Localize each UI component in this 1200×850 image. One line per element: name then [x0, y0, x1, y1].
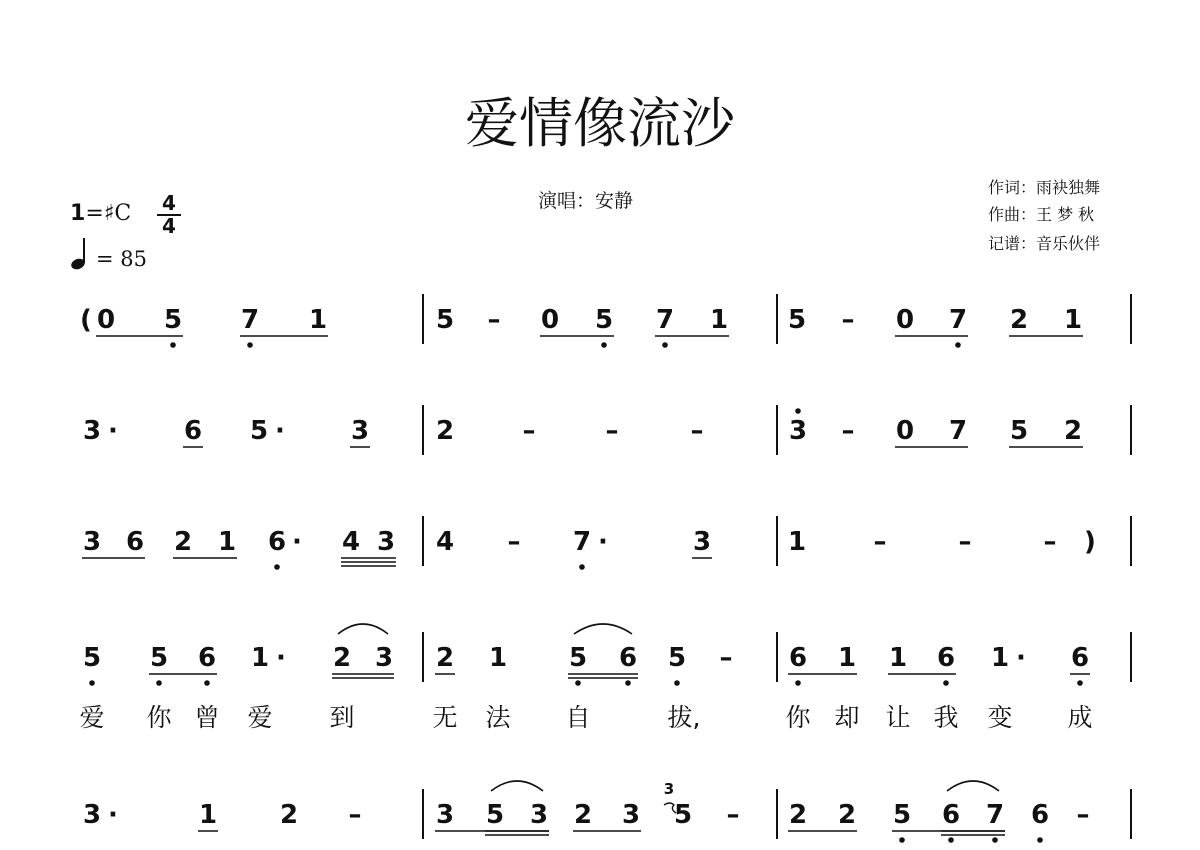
note: 3 — [350, 416, 370, 446]
note: – — [841, 305, 855, 335]
octave-dot-below — [89, 680, 95, 686]
lyric-char: 到 — [329, 703, 355, 732]
note: 2 — [1063, 416, 1083, 446]
note: 3 — [788, 416, 808, 446]
note: – — [487, 305, 501, 335]
note: 6 — [936, 643, 956, 673]
note: 4 — [435, 527, 455, 557]
note: 3 — [82, 416, 102, 446]
note: 5 — [249, 416, 269, 446]
lyric-char: 变 — [987, 703, 1013, 732]
note: – — [1043, 527, 1057, 557]
transcriber-credit: 记谱：音乐伙伴 — [988, 234, 1101, 253]
lyricist-credit: 作词：雨袂独舞 — [988, 178, 1101, 197]
slur — [491, 781, 543, 791]
note: 3 — [435, 800, 455, 830]
note: 1 — [1063, 305, 1083, 335]
octave-dot-below — [1037, 837, 1043, 843]
lyric-char: 让 — [885, 703, 911, 732]
note: 3 — [82, 800, 102, 830]
note: – — [726, 800, 740, 830]
octave-dot-below — [899, 837, 905, 843]
note: 0 — [895, 305, 915, 335]
octave-dot-below — [204, 680, 210, 686]
notation-symbol: · — [108, 416, 118, 446]
note: 2 — [837, 800, 857, 830]
octave-dot-below — [795, 680, 801, 686]
note: 5 — [149, 643, 169, 673]
notation-symbol: ) — [1084, 527, 1096, 557]
lyric-char: 你 — [146, 703, 172, 732]
tempo-value: = 85 — [96, 247, 147, 271]
note: 3 — [376, 527, 396, 557]
note: 5 — [82, 643, 102, 673]
octave-dot-below — [601, 342, 607, 348]
note: 0 — [96, 305, 116, 335]
note: 2 — [435, 416, 455, 446]
note: 5 — [787, 305, 807, 335]
notation-symbol: · — [276, 643, 286, 673]
time-signature-top: 4 — [162, 191, 176, 215]
note: 1 — [888, 643, 908, 673]
lyric-char: 无 — [432, 703, 458, 732]
lyric-char: 却 — [834, 703, 860, 732]
note: 1 — [787, 527, 807, 557]
note: 5 — [485, 800, 505, 830]
octave-dot-below — [948, 837, 954, 843]
note: 6 — [1070, 643, 1090, 673]
key-tonic: 1 — [70, 201, 86, 226]
key-name: =♯C — [85, 201, 132, 226]
note: 6 — [183, 416, 203, 446]
singer-credit: 演唱：安静 — [538, 190, 634, 212]
lyric-char: 曾 — [194, 703, 220, 732]
note: – — [690, 416, 704, 446]
note: 3 — [692, 527, 712, 557]
note: 2 — [1009, 305, 1029, 335]
note: 1 — [990, 643, 1010, 673]
octave-dot-below — [247, 342, 253, 348]
note: 6 — [618, 643, 638, 673]
note: 2 — [573, 800, 593, 830]
note: 1 — [488, 643, 508, 673]
composer-credit: 作曲：王 梦 秋 — [988, 205, 1095, 224]
note: 6 — [1030, 800, 1050, 830]
time-signature-bottom: 4 — [162, 214, 176, 238]
slur — [338, 624, 388, 634]
notation-symbol: · — [275, 416, 285, 446]
lyric-char: 你 — [785, 703, 811, 732]
note: – — [719, 643, 733, 673]
note: 2 — [279, 800, 299, 830]
lyric-char: 拔, — [667, 703, 701, 732]
octave-dot-below — [575, 680, 581, 686]
octave-dot-below — [674, 680, 680, 686]
lyric-char: 成 — [1067, 703, 1093, 732]
notation-symbol: · — [108, 800, 118, 830]
note: 5 — [435, 305, 455, 335]
octave-dot-above — [795, 408, 801, 414]
note: 5 — [568, 643, 588, 673]
grace-note: 3 — [663, 780, 675, 798]
octave-dot-below — [943, 680, 949, 686]
note: 5 — [594, 305, 614, 335]
note: 7 — [655, 305, 675, 335]
octave-dot-below — [170, 342, 176, 348]
note: 5 — [892, 800, 912, 830]
lyric-char: 法 — [485, 703, 511, 732]
note: 3 — [529, 800, 549, 830]
octave-dot-below — [662, 342, 668, 348]
note: 1 — [198, 800, 218, 830]
slur — [574, 624, 632, 634]
note: 5 — [667, 643, 687, 673]
note: 1 — [250, 643, 270, 673]
note: 6 — [941, 800, 961, 830]
notation-symbol: · — [598, 527, 608, 557]
note: 2 — [435, 643, 455, 673]
lyric-char: 爱 — [79, 703, 105, 732]
notation-symbol: · — [292, 527, 302, 557]
octave-dot-below — [955, 342, 961, 348]
slur — [947, 781, 999, 791]
lyric-char: 我 — [933, 703, 959, 732]
note: 5 — [163, 305, 183, 335]
note: 5 — [1009, 416, 1029, 446]
notation-symbol: · — [1016, 643, 1026, 673]
note: 6 — [197, 643, 217, 673]
note: 3 — [82, 527, 102, 557]
note: 7 — [948, 416, 968, 446]
note: 2 — [173, 527, 193, 557]
octave-dot-below — [1077, 680, 1083, 686]
note: – — [348, 800, 362, 830]
note: 0 — [895, 416, 915, 446]
note: 2 — [332, 643, 352, 673]
note: – — [958, 527, 972, 557]
note: 7 — [572, 527, 592, 557]
note: 1 — [837, 643, 857, 673]
song-title: 爱情像流沙 — [465, 92, 735, 155]
note: 6 — [788, 643, 808, 673]
note: 1 — [709, 305, 729, 335]
note: – — [507, 527, 521, 557]
note: – — [605, 416, 619, 446]
note: – — [873, 527, 887, 557]
octave-dot-below — [579, 564, 585, 570]
octave-dot-below — [274, 564, 280, 570]
note: – — [522, 416, 536, 446]
lyric-char: 自 — [565, 703, 591, 732]
note: 4 — [341, 527, 361, 557]
note: 6 — [125, 527, 145, 557]
note: 7 — [240, 305, 260, 335]
note: 1 — [308, 305, 328, 335]
note: – — [841, 416, 855, 446]
note: 6 — [267, 527, 287, 557]
note: 5 — [673, 800, 693, 830]
lyric-char: 爱 — [247, 703, 273, 732]
note: 0 — [540, 305, 560, 335]
note: 3 — [374, 643, 394, 673]
note: 2 — [788, 800, 808, 830]
note: 7 — [948, 305, 968, 335]
octave-dot-below — [992, 837, 998, 843]
octave-dot-below — [625, 680, 631, 686]
note: 3 — [621, 800, 641, 830]
notation-symbol: ( — [80, 305, 92, 335]
octave-dot-below — [156, 680, 162, 686]
note: – — [1076, 800, 1090, 830]
note: 7 — [985, 800, 1005, 830]
note: 1 — [217, 527, 237, 557]
